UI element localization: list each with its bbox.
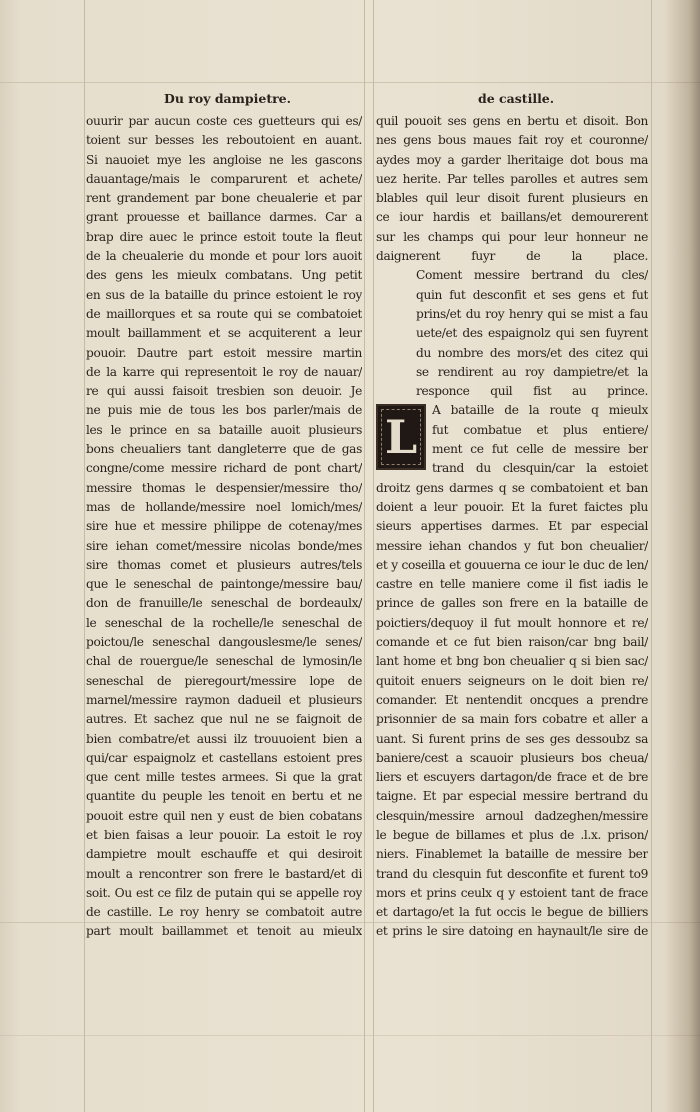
text-line: liers et escuyers dartagon/de frace et de bre [376,770,648,785]
text-line: autres. Et sachez que nul ne se faignoit de [86,712,362,727]
text-line: marnel/messire raymon dadueil et plusieurs [86,692,362,707]
heading-line: se rendirent au roy dampietre/et la [416,364,648,379]
heading-line: Coment messire bertrand du cles/ [416,268,648,283]
text-line: et bien faisas a leur pouoir. La estoit le roy [86,827,362,842]
text-line: re qui aussi faisoit tresbien son deuoir. Je [86,384,362,399]
text-line: le begue de billames et plus de .l.x. prison/ [376,827,648,842]
text-line: soit. Ou est ce filz de putain qui se appelle roy [86,885,362,900]
text-line: part moult baillammet et tenoit au mieulx [86,924,362,939]
drop-cap-paragraph [376,401,648,478]
right-column-body [376,479,648,942]
head-rule [0,82,700,83]
text-line: de la karre qui representoit le roy de nauar/ [86,364,362,379]
text-line: sire iehan comet/messire nicolas bonde/mes [86,538,362,553]
text-line: congne/come messire richard de pont chart/ [86,461,362,476]
heading-line: quin fut desconfit et ses gens et fut [416,287,648,302]
column-rule-left-outer [84,0,85,1112]
initial-border-ornament [381,409,421,465]
text-line: sur les champs qui pour leur honneur ne [376,229,648,244]
text-line: et y coseilla et gouuerna ce iour le duc de len/ [376,557,648,572]
text-line: nes gens bous maues fait roy et couronne/ [376,133,648,148]
text-line: clesquin/messire arnoul dadzeghen/messire [376,808,648,823]
text-line: de maillorques et sa route qui se combatoiet [86,306,362,321]
text-line: castre en telle maniere come il fist iadis le [376,577,648,592]
text-line: ment ce fut celle de messire ber [432,442,648,457]
column-rule-right-inner [373,0,374,1112]
text-line: quantite du peuple les tenoit en bertu et ne [86,789,362,804]
text-line: grant prouesse et baillance darmes. Car a [86,210,362,225]
chapter-heading [376,266,648,401]
text-line: lant home et bng bon cheualier q si bien sac/ [376,654,648,669]
text-line: qui/car espaignolz et castellans estoient pres [86,750,362,765]
text-line: dauantage/mais le comparurent et achete/ [86,171,362,186]
right-column-opening-text [376,112,648,266]
text-line: dampietre moult eschauffe et qui desiroit [86,847,362,862]
heading-line: uete/et des espaignolz qui sen fuyrent [416,326,648,341]
text-line: moult a rencontrer son frere le bastard/et di [86,866,362,881]
text-line: de la cheualerie du monde et pour lors auoit [86,249,362,264]
text-line: poictou/le seneschal dangouslesme/le senes/ [86,635,362,650]
text-line: trand du clesquin/car la estoiet [432,461,648,476]
text-line: droitz gens darmes q se combatoient et ban [376,480,648,495]
text-line: baniere/cest a scauoir plusieurs bos cheua/ [376,750,648,765]
text-line: et prins le sire datoing en haynault/le sire de [376,924,648,939]
text-line: quil pouoit ses gens en bertu et disoit. Bon [376,114,648,128]
text-line: sieurs appertises darmes. Et par especial [376,519,648,534]
text-line: messire thomas le despensier/messire tho/ [86,480,362,495]
decorated-initial-icon [376,404,426,470]
text-line: ce iour hardis et baillans/et demourerent [376,210,648,225]
text-line: Si nauoiet mye les angloise ne les gascons [86,152,362,167]
heading-line: prins/et du roy henry qui se mist a fau [416,306,648,321]
text-line: prince de galles son frere en la bataille de [376,596,648,611]
text-line: rent grandement par bone cheualerie et par [86,191,362,206]
page-gutter-shadow [664,0,700,1112]
text-line: fut combatue et plus entiere/ [432,422,648,437]
text-line: doient a leur pouoir. Et la furet faictes plu [376,499,648,514]
text-line: de castille. Le roy henry se combatoit autre [86,905,362,920]
text-line: comande et ce fut bien raison/car bng bail/ [376,635,648,650]
heading-line: responce quil fist au prince. [416,384,648,399]
text-line: A bataille de la route q mieulx [432,403,648,418]
text-line: trand du clesquin fut desconfite et furent to9 [376,866,648,881]
text-line: le seneschal de la rochelle/le seneschal de [86,615,362,630]
text-line: sire hue et messire philippe de cotenay/mes [86,519,362,534]
text-line: prisonnier de sa main fors cobatre et aller a [376,712,648,727]
text-line: en sus de la bataille du prince estoient le roy [86,287,362,302]
text-line: bons cheualiers tant dangleterre que de gas [86,442,362,457]
text-line: ouurir par aucun coste ces guetteurs qui es/ [86,114,362,128]
text-line: uez herite. Par telles parolles et autres sem [376,171,648,186]
text-line: messire iehan chandos y fut bon cheualier/ [376,538,648,553]
text-line: blables quil leur disoit furent plusieurs en [376,191,648,206]
column-rule-right-outer [651,0,652,1112]
text-line: brap dire auec le prince estoit toute la fleut [86,229,362,244]
foot-rule-lower [0,1035,700,1036]
text-line: pouoir. Dautre part estoit messire martin [86,345,362,360]
right-text-column [376,112,648,942]
text-line: comander. Et nentendit oncques a prendre [376,692,648,707]
text-line: et dartago/et la fut occis le begue de billiers [376,905,648,920]
text-line: taigne. Et par especial messire bertrand du [376,789,648,804]
text-line: bien combatre/et aussi ilz trouuoient bien a [86,731,362,746]
text-line: don de franuille/le seneschal de bordeaulx/ [86,596,362,611]
text-line: seneschal de pieregourt/messire lope de [86,673,362,688]
running-head-right: de castille. [478,91,555,106]
drop-cap-letter: L [384,410,418,465]
text-line: que cent mille testes armees. Si que la grat [86,770,362,785]
text-line: des gens les mieulx combatans. Ung petit [86,268,362,283]
text-line: uant. Si furent prins de ses ges dessoubz sa [376,731,648,746]
text-line: aydes moy a garder lheritaige dot bous ma [376,152,648,167]
text-line: les le prince en sa bataille auoit plusieurs [86,422,362,437]
text-line: poictiers/dequoy il fut moult honnore et re/ [376,615,648,630]
text-line: toient sur besses les reboutoient en auant. [86,133,362,148]
text-line: moult baillamment et se acquiterent a leur [86,326,362,341]
running-head-left: Du roy dampietre. [164,91,291,106]
text-line: sire thomas comet et plusieurs autres/tels [86,557,362,572]
column-rule-left-inner [364,0,365,1112]
text-line: que le seneschal de paintonge/messire bau/ [86,577,362,592]
heading-line: du nombre des mors/et des citez qui [416,345,648,360]
text-line: niers. Finablemet la bataille de messire ber [376,847,648,862]
text-line: ne puis mie de tous les bos parler/mais de [86,403,362,418]
text-line: chal de rouergue/le seneschal de lymosin/le [86,654,362,669]
left-text-column [86,112,362,942]
text-line: mas de hollande/messire noel lomich/mes/ [86,499,362,514]
text-line: mors et prins ceulx q y estoient tant de frace [376,885,648,900]
text-line: pouoit estre quil nen y eust de bien cobatans [86,808,362,823]
text-line: daignerent fuyr de la place. [376,249,648,264]
text-line: quitoit enuers seigneurs on le doit bien re/ [376,673,648,688]
